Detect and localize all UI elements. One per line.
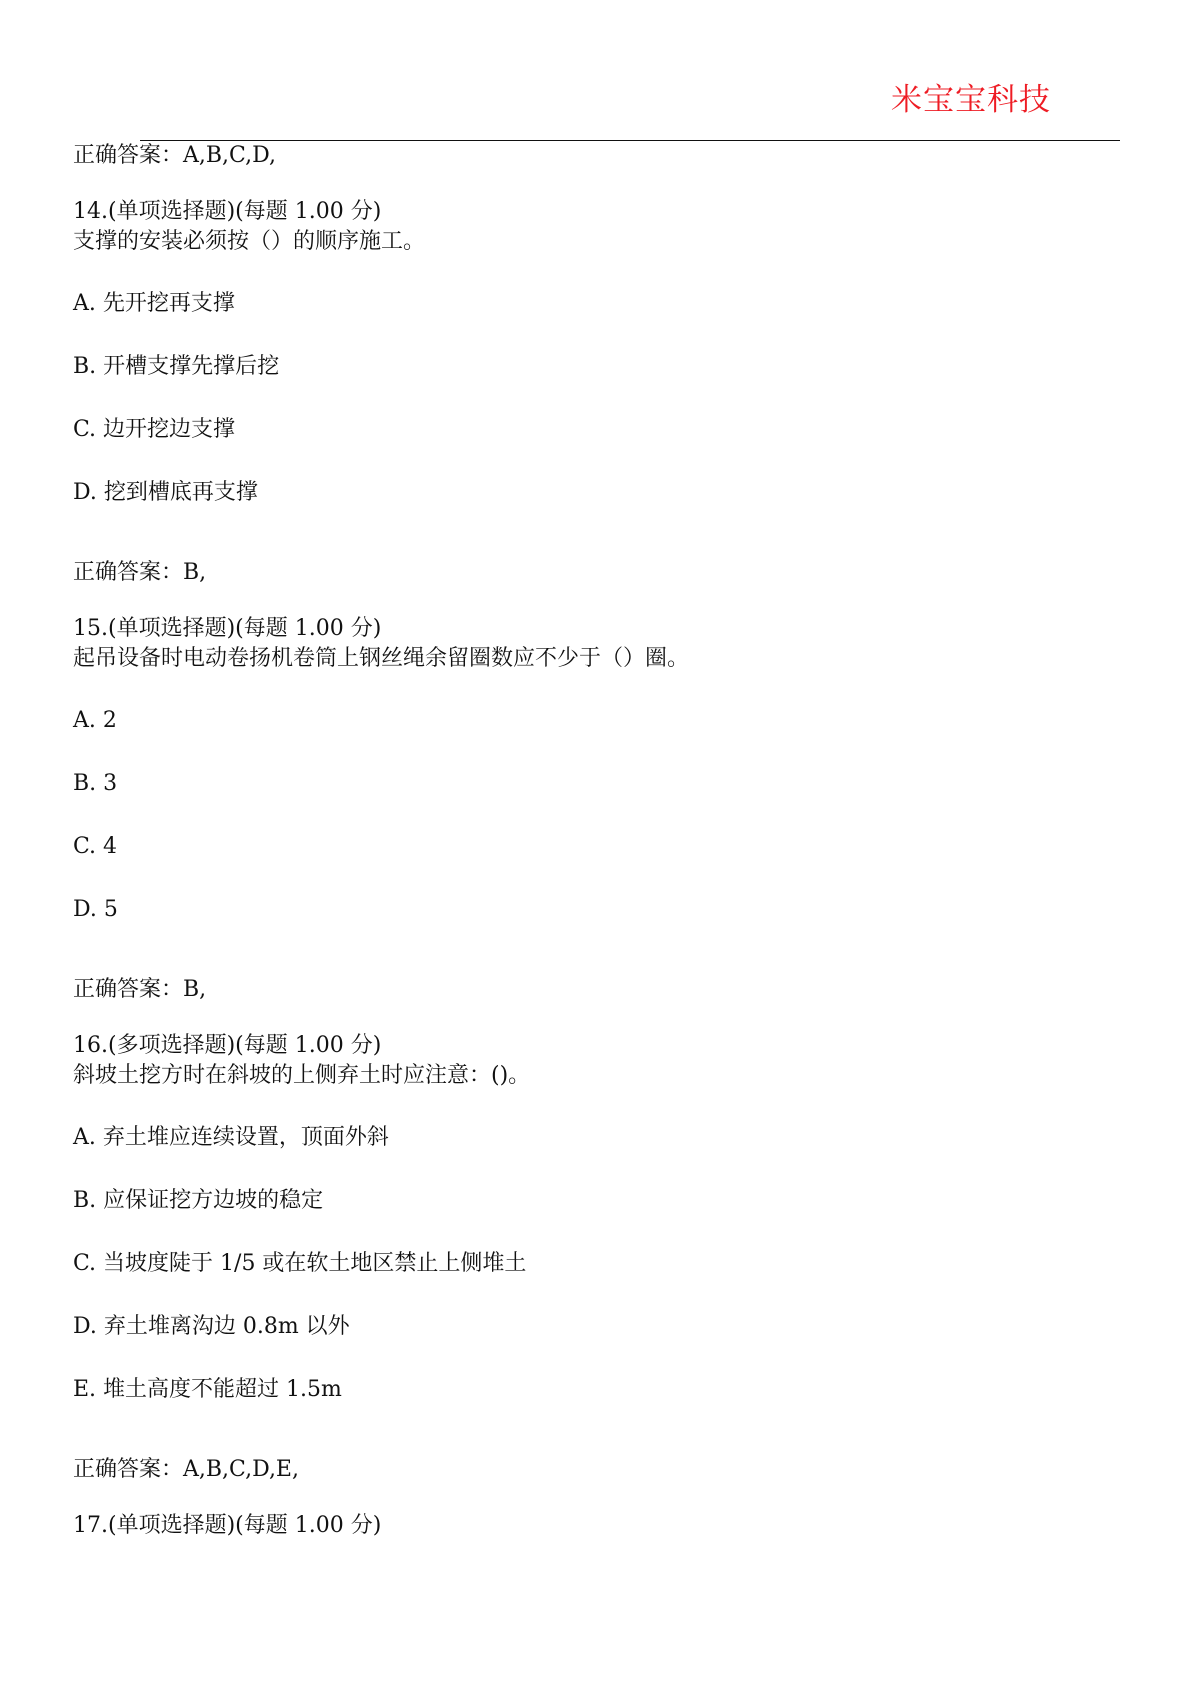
question-heading: 14.(单项选择题)(每题 1.00 分) — [73, 199, 382, 224]
option-a: A. 2 — [73, 708, 117, 733]
option-b: B. 3 — [73, 771, 118, 796]
option-c: C. 4 — [73, 834, 118, 859]
correct-answer: 正确答案：A,B,C,D,E, — [73, 1457, 299, 1482]
correct-answer: 正确答案：B, — [73, 977, 207, 1002]
question-stem: 斜坡土挖方时在斜坡的上侧弃土时应注意：()。 — [73, 1063, 531, 1088]
option-e: E. 堆土高度不能超过 1.5m — [73, 1377, 342, 1402]
question-stem: 支撑的安装必须按（）的顺序施工。 — [73, 229, 426, 254]
question-14 — [73, 197, 1113, 588]
document-body — [73, 140, 1113, 1541]
option-d: D. 弃土堆离沟边 0.8m 以外 — [73, 1314, 350, 1339]
question-stem: 起吊设备时电动卷扬机卷筒上钢丝绳余留圈数应不少于（）圈。 — [73, 646, 690, 671]
previous-answer: 正确答案：A,B,C,D, — [73, 143, 276, 168]
question-15 — [73, 614, 1113, 1005]
option-d: D. 挖到槽底再支撑 — [73, 480, 258, 505]
question-heading: 16.(多项选择题)(每题 1.00 分) — [73, 1033, 382, 1058]
question-heading: 17.(单项选择题)(每题 1.00 分) — [73, 1513, 382, 1538]
question-16 — [73, 1031, 1113, 1485]
option-c: C. 边开挖边支撑 — [73, 417, 236, 442]
question-17 — [73, 1511, 1113, 1541]
option-d: D. 5 — [73, 897, 118, 922]
option-b: B. 开槽支撑先撑后挖 — [73, 354, 280, 379]
option-a: A. 弃土堆应连续设置，顶面外斜 — [73, 1125, 389, 1150]
option-a: A. 先开挖再支撑 — [73, 291, 235, 316]
question-heading: 15.(单项选择题)(每题 1.00 分) — [73, 616, 382, 641]
option-c: C. 当坡度陡于 1/5 或在软土地区禁止上侧堆土 — [73, 1251, 527, 1276]
correct-answer: 正确答案：B, — [73, 560, 207, 585]
option-b: B. 应保证挖方边坡的稳定 — [73, 1188, 324, 1213]
brand-watermark: 米宝宝科技 — [891, 82, 1051, 118]
